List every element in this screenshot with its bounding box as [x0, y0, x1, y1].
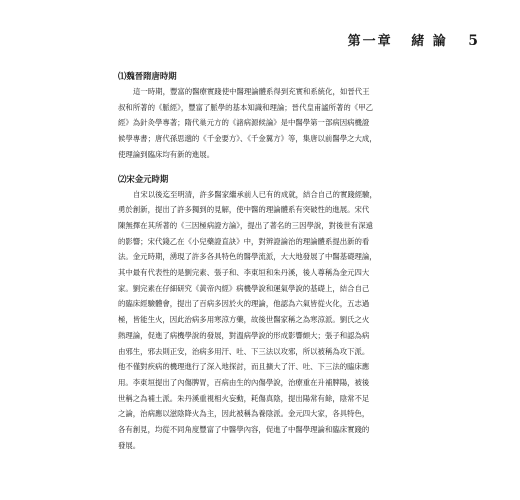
text-line: 之論，治病應以滋陰降火為主，因此被稱為養陰派。金元四大家，各具特色，: [118, 409, 370, 419]
text-line: 法。金元時期，湧現了許多各具特色的醫學流派，大大地發展了中醫基礎理論，: [118, 252, 377, 262]
text-line: 自宋以後迄至明清，許多醫家繼承前人已有的成就，結合自己的實踐經驗，: [133, 189, 377, 199]
text-line: 這一時期，豐富的醫療實踐使中醫理論體系得到充實和系統化，如晉代王: [133, 87, 370, 96]
text-line: 其中最有代表性的是劉完素、張子和、李東垣和朱丹溪，後人尊稱為金元四大: [118, 268, 370, 278]
text-line: 的影響；宋代錢乙在《小兒藥證直訣》中，對辨證論治的理論體系提出新的看: [118, 236, 370, 246]
paragraph: [118, 84, 408, 163]
page-number: 5: [468, 33, 480, 49]
text-line: 的臨床經驗體會，提出了百病多因於火的理論，他認為六氣皆從火化，五志過: [118, 299, 370, 309]
text-line: 經》為針灸學專著；隋代巢元方的《諸病源候論》是中醫學第一部病因病機證: [118, 118, 370, 128]
section-song-jin-yuan: [118, 173, 408, 454]
text-line: 使理論到臨床均有新的進展。: [118, 149, 215, 159]
text-line: 陳無擇在其所著的《三因極病證方論》，提出了著名的三因學說，對後世有深遠: [118, 220, 373, 230]
text-line: 家。劉完素在仔細研究《黃帝內經》病機學說和運氣學說的基礎上，結合自己: [118, 283, 370, 293]
section-wei-jin-sui-tang: [118, 70, 408, 163]
text-line: 由邪生，邪去則正安，治病多用汗、吐、下三法以攻邪，所以被稱為攻下派。: [118, 346, 370, 356]
page-body: [118, 60, 408, 453]
text-line: 勇於創新，提出了許多獨到的見解，使中醫的理論體系有突破性的進展。宋代: [118, 205, 370, 215]
text-line: 發展。: [118, 440, 141, 450]
paragraph: [118, 187, 408, 454]
text-line: 各有創見，均從不同角度豐富了中醫學內容，促進了中醫學理論和臨床實踐的: [118, 425, 370, 435]
text-line: 候學專書；唐代孫思邈的《千金要方》、《千金翼方》等，集唐以前醫學之大成，: [118, 134, 377, 144]
section-heading: ⑴魏晉隋唐時期: [118, 71, 177, 81]
text-line: 極，皆能生火，因此治病多用寒涼方藥，故後世醫家稱之為寒涼派。劉氏之火: [118, 315, 370, 325]
text-line: 熱理論，促進了病機學說的發展，對溫病學說的形成影響頗大；張子和認為病: [118, 330, 370, 340]
text-line: 叔和所著的《脈經》，豐富了脈學的基本知識和理論；晉代皇甫謐所著的《甲乙: [118, 102, 373, 112]
text-line: 用。李東垣提出了內傷脾胃，百病由生的內傷學說，治療重在升補脾陽，被後: [118, 377, 370, 387]
running-header: [348, 30, 480, 49]
text-line: 世稱之為補土派。朱丹溪重視相火妄動，耗傷真陰，提出陽常有餘，陰常不足: [118, 393, 370, 403]
text-line: 他不僅對疾病的機理進行了深入地探討，而且擴大了汗、吐、下三法的臨床應: [118, 362, 370, 372]
chapter-title: 緒 論: [411, 34, 448, 49]
chapter-label: 第一章: [347, 34, 393, 49]
section-heading: ⑵宋金元時期: [118, 173, 169, 184]
